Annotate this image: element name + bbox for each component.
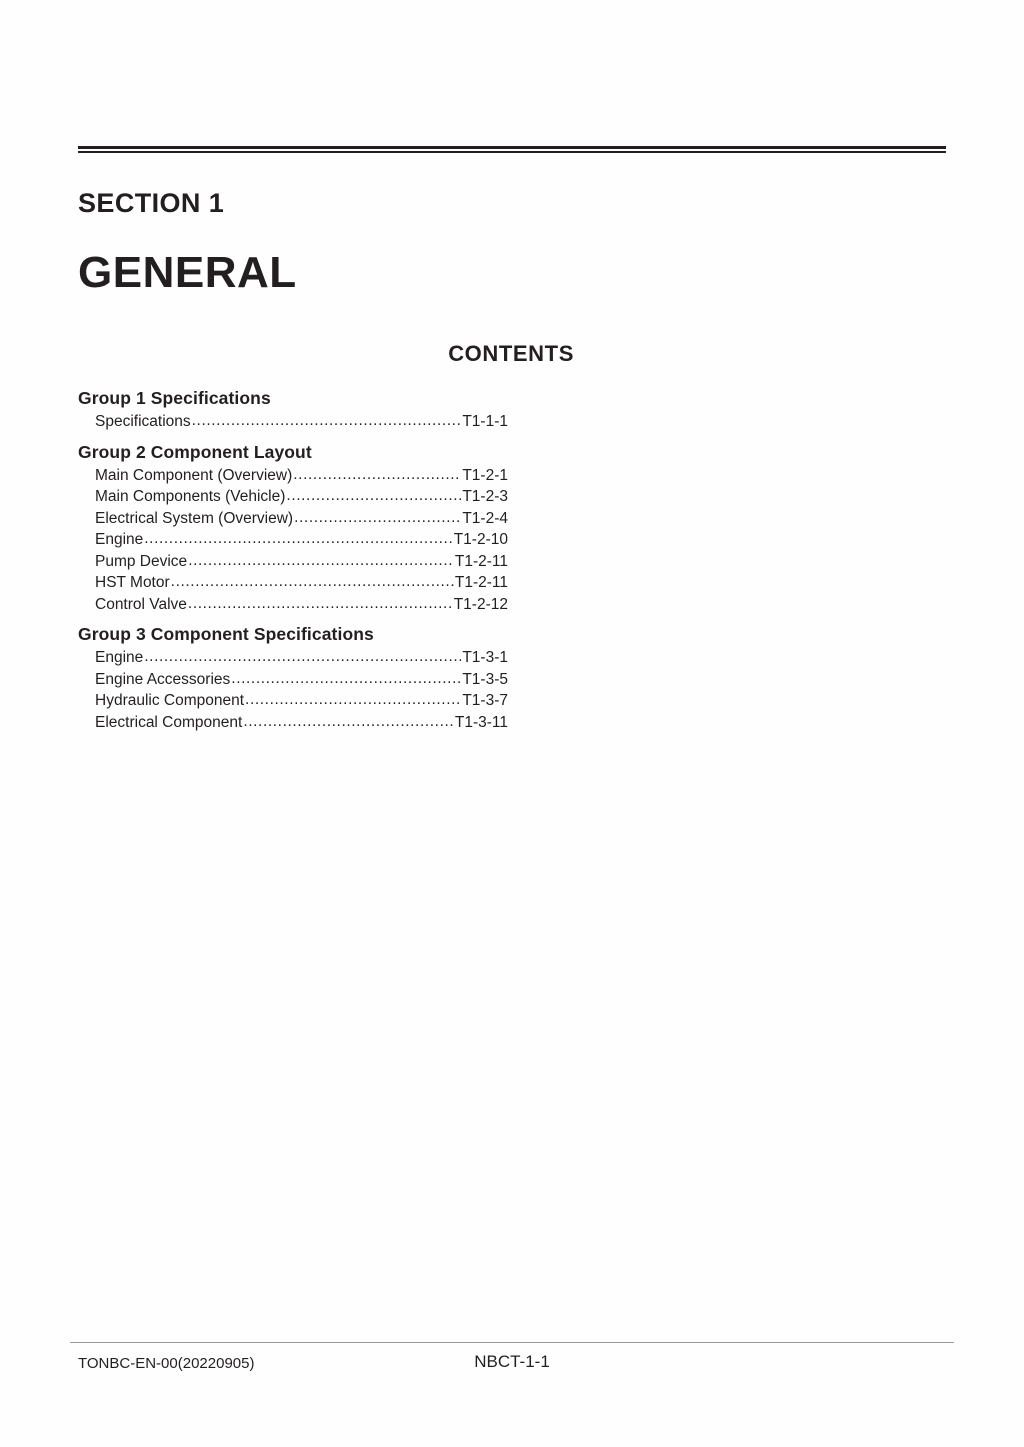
footer-rule xyxy=(70,1342,954,1343)
toc-entry[interactable] xyxy=(78,712,508,734)
toc-entry-page: T1-3-1 xyxy=(462,649,508,666)
header-double-rule xyxy=(78,146,946,153)
toc-group-title: Group 2 Component Layout xyxy=(78,441,312,462)
toc-leader-dots xyxy=(243,711,454,733)
toc-entry[interactable] xyxy=(78,486,508,508)
toc-leader-dots xyxy=(144,646,461,668)
toc-entry-label: HST Motor xyxy=(95,574,170,591)
toc-leader-dots xyxy=(171,571,454,593)
toc-entry-label: Pump Device xyxy=(95,552,188,570)
toc-leader-dots xyxy=(231,668,461,690)
toc-entry[interactable] xyxy=(78,594,508,616)
toc-entry-page: T1-2-11 xyxy=(454,574,508,591)
toc-leader-dots xyxy=(188,550,454,572)
toc-entry-label: Engine Accessories xyxy=(95,670,231,688)
footer-page-number: NBCT-1-1 xyxy=(474,1352,550,1371)
toc-entry[interactable] xyxy=(78,411,508,433)
contents-heading: CONTENTS xyxy=(448,341,574,366)
toc-entry[interactable] xyxy=(78,465,508,487)
toc-entry-label: Electrical Component xyxy=(95,713,243,731)
toc-entry[interactable] xyxy=(78,669,508,691)
toc-entry-label: Control Valve xyxy=(95,595,187,613)
section-label: SECTION 1 xyxy=(78,188,225,218)
toc-entry-page: T1-2-3 xyxy=(462,488,508,505)
toc-entry-page: T1-1-1 xyxy=(462,413,508,430)
toc-entry-label: Main Component (Overview) xyxy=(95,466,293,484)
toc-entry-page: T1-2-12 xyxy=(453,595,508,613)
toc-entry[interactable] xyxy=(78,690,508,712)
toc-entry-label: Main Components (Vehicle) xyxy=(95,488,286,505)
toc-entry-label: Specifications xyxy=(95,413,191,430)
toc-entry[interactable] xyxy=(78,647,508,669)
toc-entry-page: T1-3-7 xyxy=(462,692,508,709)
toc-group-title: Group 1 Specifications xyxy=(78,388,271,408)
toc-entry-label: Engine xyxy=(95,649,144,666)
toc-entry[interactable] xyxy=(78,572,508,594)
toc-leader-dots xyxy=(286,485,461,507)
toc-group-title: Group 3 Component Specifications xyxy=(78,624,374,644)
toc-entry-page: T1-2-4 xyxy=(462,509,508,527)
footer-document-code: TONBC-EN-00(20220905) xyxy=(78,1355,255,1372)
toc-entry-page: T1-3-5 xyxy=(462,670,508,688)
toc-entry-label: Engine xyxy=(95,531,144,548)
toc-leader-dots xyxy=(294,507,461,529)
toc-leader-dots xyxy=(188,593,453,615)
toc-entry[interactable] xyxy=(78,551,508,573)
page-title: GENERAL xyxy=(78,248,297,297)
table-of-contents xyxy=(78,388,508,733)
toc-entry-label: Hydraulic Component xyxy=(95,692,245,709)
toc-leader-dots xyxy=(144,528,452,550)
toc-entry-page: T1-2-10 xyxy=(453,531,508,548)
toc-entry-label: Electrical System (Overview) xyxy=(95,509,294,527)
toc-entry[interactable] xyxy=(78,508,508,530)
toc-leader-dots xyxy=(293,464,461,486)
header-rule-thin xyxy=(78,151,946,153)
toc-leader-dots xyxy=(192,410,462,432)
header-rule-thick xyxy=(78,146,946,149)
toc-entry-page: T1-2-11 xyxy=(454,552,508,570)
toc-entry-page: T1-2-1 xyxy=(462,466,508,484)
toc-leader-dots xyxy=(245,689,461,711)
toc-entry-page: T1-3-11 xyxy=(454,713,508,731)
toc-entry[interactable] xyxy=(78,529,508,551)
